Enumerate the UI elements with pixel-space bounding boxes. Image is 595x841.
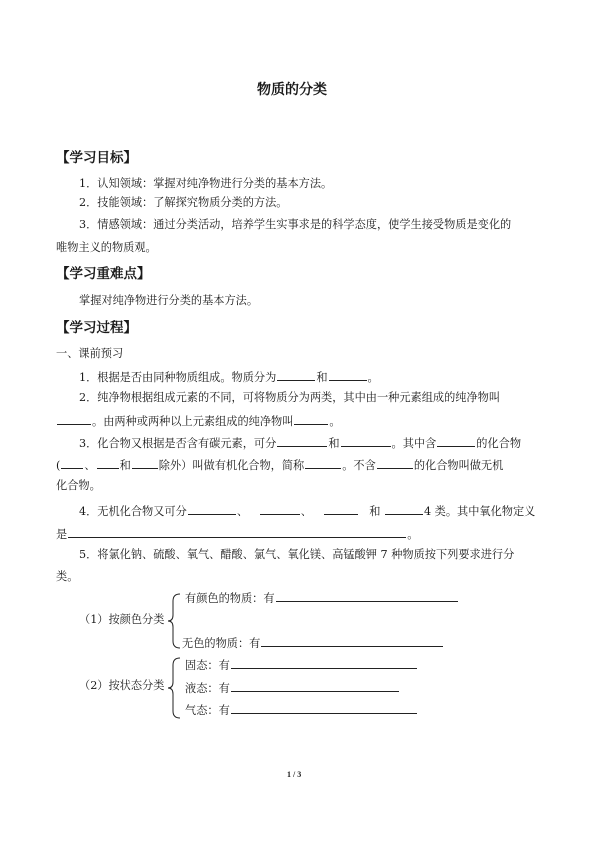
q1-and: 和 bbox=[316, 371, 328, 384]
question-2-line-1: 2．纯净物根据组成元素的不同，可将物质分为两类，其中由一种元素组成的纯净物叫 bbox=[79, 391, 501, 404]
q3-blank-8[interactable] bbox=[377, 457, 413, 469]
question-5-line-1: 5．将氯化钠、硫酸、氧气、醋酸、氯气、氧化镁、高锰酸钾 7 种物质按下列要求进行分 bbox=[79, 548, 515, 561]
question-5-line-2: 类。 bbox=[56, 570, 79, 583]
q1-text: 1．根据是否由同种物质组成。物质分为 bbox=[79, 371, 277, 384]
question-3-line-3: 化合物。 bbox=[56, 479, 101, 492]
solid-substances bbox=[185, 657, 418, 673]
q4-is: 是 bbox=[56, 528, 68, 541]
q3-text-2: 。其中含 bbox=[391, 437, 437, 450]
q2-blank-2[interactable] bbox=[294, 413, 328, 425]
solid-blank[interactable] bbox=[231, 657, 417, 669]
q3-text-5: 。不含 bbox=[342, 459, 376, 472]
question-4-line-1 bbox=[79, 503, 535, 519]
colored-label: 有颜色的物质：有 bbox=[185, 592, 275, 605]
colored-substances bbox=[185, 590, 459, 606]
colorless-label: 无色的物质：有 bbox=[182, 637, 261, 650]
q2-end: 。 bbox=[329, 415, 341, 428]
classify-state-label: （2）按状态分类 bbox=[79, 679, 165, 692]
q3-blank-2[interactable] bbox=[341, 435, 391, 447]
q3-blank-7[interactable] bbox=[305, 457, 341, 469]
key-points-heading: 【学习重难点】 bbox=[56, 266, 151, 282]
colorless-substances bbox=[182, 635, 444, 651]
question-4-line-2 bbox=[56, 526, 418, 542]
q4-end: 。 bbox=[407, 528, 419, 541]
q3-text-3: 的化合物 bbox=[476, 437, 522, 450]
q4-blank-4[interactable] bbox=[385, 503, 423, 515]
q3-and-2: 和 bbox=[119, 459, 131, 472]
q4-sep-1: 、 bbox=[236, 505, 249, 518]
gas-blank[interactable] bbox=[231, 702, 417, 714]
gas-label: 气态：有 bbox=[185, 704, 230, 717]
liquid-blank[interactable] bbox=[231, 680, 399, 692]
q3-text: 3．化合物又根据是否含有碳元素，可分 bbox=[79, 437, 277, 450]
question-2-line-2 bbox=[56, 413, 341, 429]
page-number: 1 / 3 bbox=[287, 770, 302, 779]
left-brace-icon bbox=[168, 657, 182, 719]
q1-end: 。 bbox=[367, 371, 379, 384]
q2-text: 。由两种或两种以上元素组成的纯净物叫 bbox=[92, 415, 294, 428]
q4-blank-2[interactable] bbox=[260, 503, 300, 515]
question-1 bbox=[79, 369, 379, 385]
preview-subheading: 一、课前预习 bbox=[56, 347, 124, 360]
q3-text-4: 除外）叫做有机化合物，简称 bbox=[158, 459, 305, 472]
q3-blank-6[interactable] bbox=[132, 457, 158, 469]
goals-heading: 【学习目标】 bbox=[56, 150, 137, 166]
q3-blank-1[interactable] bbox=[277, 435, 327, 447]
q3-blank-4[interactable] bbox=[61, 457, 83, 469]
q3-blank-3[interactable] bbox=[437, 435, 475, 447]
q3-blank-5[interactable] bbox=[97, 457, 119, 469]
q4-blank-5[interactable] bbox=[68, 526, 406, 538]
question-3-line-1 bbox=[79, 435, 521, 451]
q1-blank-1[interactable] bbox=[277, 369, 315, 381]
page-title: 物质的分类 bbox=[257, 82, 327, 98]
gas-substances bbox=[185, 702, 418, 718]
colored-blank[interactable] bbox=[276, 590, 458, 602]
goal-item-2: 2．技能领域：了解探究物质分类的方法。 bbox=[79, 196, 288, 209]
q4-sep-2: 、 bbox=[300, 505, 312, 518]
q1-blank-2[interactable] bbox=[329, 369, 367, 381]
liquid-substances bbox=[185, 680, 400, 696]
goal-item-3-cont: 唯物主义的物质观。 bbox=[56, 241, 157, 254]
q2-blank-1[interactable] bbox=[57, 413, 91, 425]
q4-and: 和 bbox=[369, 505, 381, 518]
process-heading: 【学习过程】 bbox=[56, 320, 137, 336]
left-brace-icon bbox=[168, 593, 182, 649]
q3-text-6: 的化合物叫做无机 bbox=[413, 459, 504, 472]
liquid-label: 液态：有 bbox=[185, 682, 230, 695]
colorless-blank[interactable] bbox=[261, 635, 443, 647]
q3-paren: ( bbox=[56, 459, 61, 472]
key-points-text: 掌握对纯净物进行分类的基本方法。 bbox=[79, 294, 259, 307]
classify-color-label: （1）按颜色分类 bbox=[79, 613, 165, 626]
q4-blank-1[interactable] bbox=[188, 503, 236, 515]
goal-item-1: 1．认知领域：掌握对纯净物进行分类的基本方法。 bbox=[79, 177, 333, 190]
q3-sep: 、 bbox=[84, 459, 96, 472]
q4-text-2: 4 类。其中氧化物定义 bbox=[424, 505, 536, 518]
goal-item-3: 3．情感领域：通过分类活动，培养学生实事求是的科学态度，使学生接受物质是变化的 bbox=[79, 218, 512, 231]
solid-label: 固态：有 bbox=[185, 659, 230, 672]
q3-and: 和 bbox=[328, 437, 340, 450]
question-3-line-2 bbox=[56, 457, 503, 473]
q4-blank-3[interactable] bbox=[324, 503, 358, 515]
q4-text: 4．无机化合物又可分 bbox=[79, 505, 187, 518]
